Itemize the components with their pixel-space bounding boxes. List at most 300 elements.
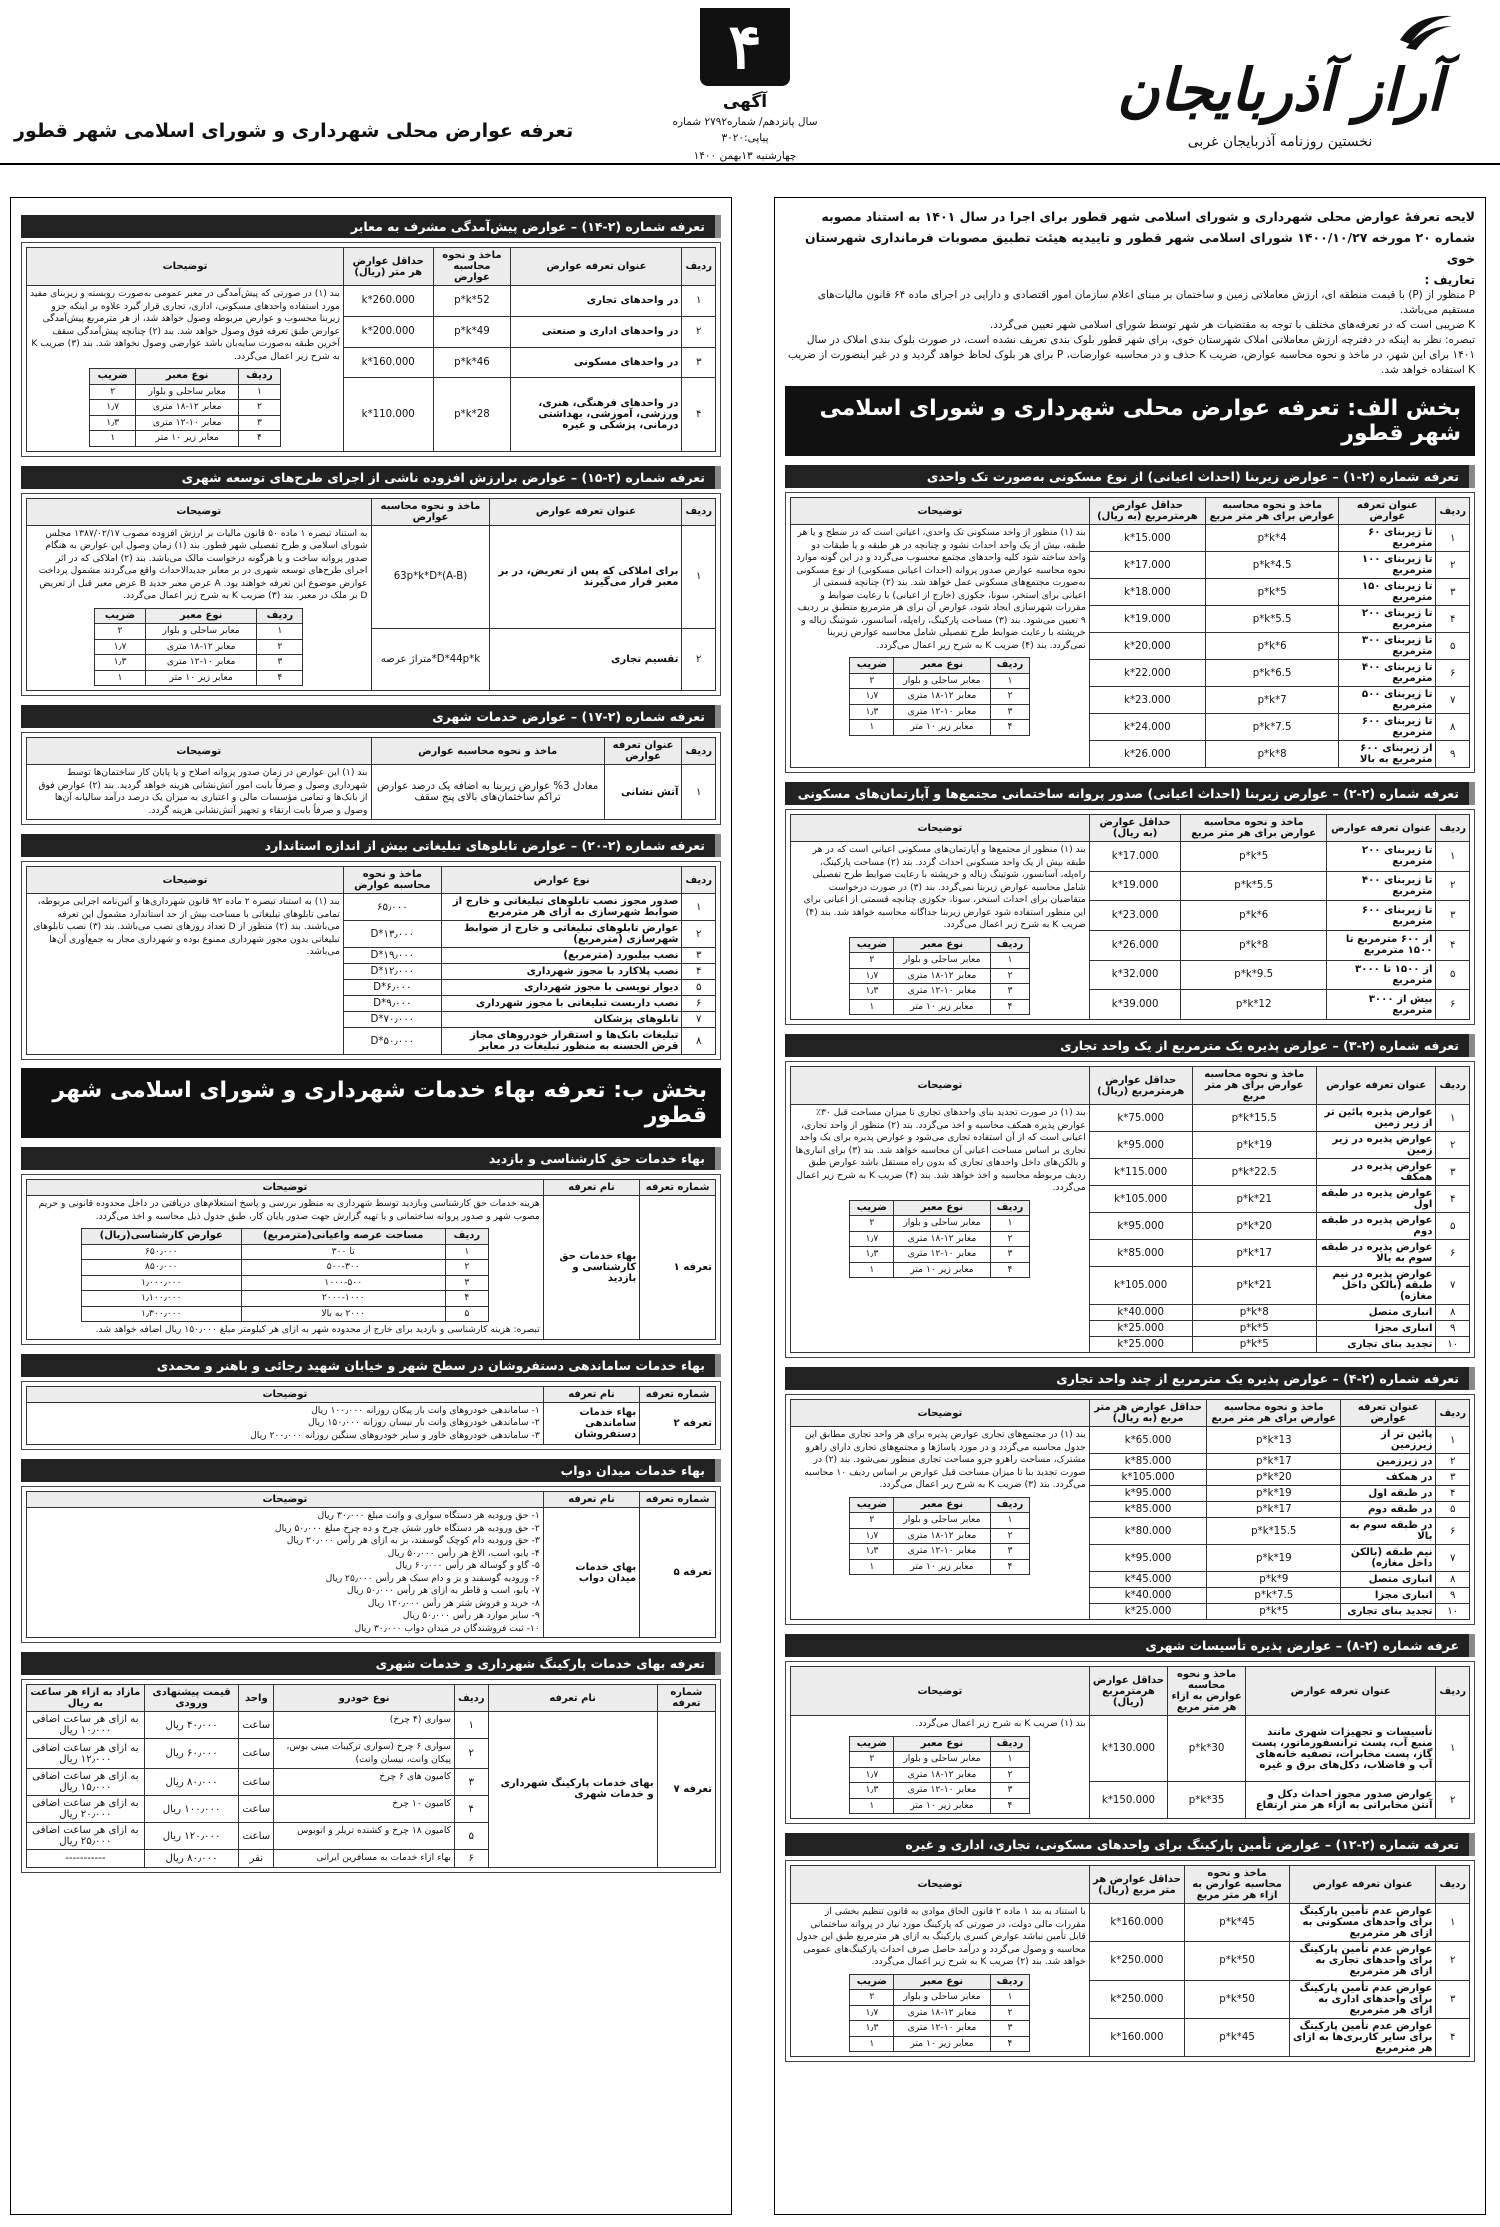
table-cell: 26.000*k	[1089, 741, 1205, 768]
section-box	[21, 732, 721, 825]
table-header-row	[791, 1667, 1470, 1716]
tariff-name: دیوار نویسی با مجوز شهرداری	[441, 980, 682, 996]
coefficient-cell: ۴	[990, 2036, 1030, 2052]
table-header-row	[791, 815, 1470, 842]
table-row	[27, 765, 716, 820]
table-cell: ۳	[1436, 579, 1470, 606]
table-cell: 4.5*p*k	[1205, 552, 1338, 579]
table-cell: 160.000*k	[1089, 2018, 1184, 2056]
section-title: تعرفه شماره (۲-۱۷) – عوارض خدمات شهری	[21, 705, 721, 728]
coefficient-row	[850, 2036, 1030, 2052]
table-header: ماخذ و نحوه محاسبه عوارض به ازاء هر متر مربع	[1168, 1667, 1246, 1716]
table-cell: ۷	[1436, 687, 1470, 714]
coefficient-cell: ۱	[95, 670, 146, 686]
table-cell: ۴	[682, 378, 716, 451]
table-cell: 22.000*k	[1089, 660, 1205, 687]
table-cell: ساعت	[239, 1769, 274, 1796]
section-title: تعرفه شماره (۲-۱۲) – عوارض تأمین پارکینگ برای واحدهای مسکونی، تجاری، اداری و غیره	[785, 1833, 1475, 1856]
tariff-table	[26, 247, 716, 452]
table-header: توضیحات	[27, 248, 344, 286]
table-header: حداقل عوارض هرمترمربع (به ریال)	[1089, 498, 1205, 525]
table-cell: 39.000*k	[1089, 990, 1181, 1020]
tariff-name: تبلیغات بانک‌ها و استقرار خودروهای مجاز قرض الحسنه به منظور تبلیغات در معابر	[441, 1028, 682, 1055]
tariff-name: عوارض پذیره در نیم طبقه (بالکن داخل مغازه)	[1316, 1267, 1436, 1305]
coefficient-cell: معابر ۱۲-۱۸ متری	[894, 1767, 990, 1783]
table-header: شماره تعرفه	[640, 1386, 716, 1402]
table-cell: به ازای هر ساعت اضافی ۱۵٫۰۰۰ ریال	[27, 1769, 145, 1796]
coefficient-header-row	[850, 937, 1030, 953]
service-item: ۲- حق ورودیه هر دستگاه خاور شش چرخ و ده چرخ مبلغ ۵۰٫۰۰۰ ریال	[274, 1522, 540, 1534]
coefficient-cell: معابر ساحلی و بلوار	[894, 1216, 990, 1232]
table-header: توضیحات	[27, 1180, 544, 1196]
table-cell: ۷	[1436, 1545, 1470, 1572]
section-box	[785, 1661, 1475, 1824]
table-header: مازاد به ازاء هر ساعت به ریال	[27, 1685, 145, 1712]
table-header: ردیف	[1436, 498, 1470, 525]
coefficient-cell: ۱٫۳	[850, 1247, 894, 1263]
table-cell: ۴	[1436, 606, 1470, 633]
tariff-name: برای املاکی که پس از تعریض، در بر معبر قرار می‌گیرند	[490, 525, 682, 629]
table-cell: 23.000*k	[1089, 901, 1181, 931]
coefficient-cell: ۲	[257, 639, 303, 655]
table-cell: ۱۳٫۰۰۰*D	[343, 921, 441, 948]
coefficient-cell: ۱	[990, 1752, 1030, 1768]
coefficient-row	[850, 984, 1030, 1000]
table-cell: ۹٫۰۰۰*D	[343, 996, 441, 1012]
table-header: عنوان تعرفه عوارض	[1316, 1067, 1436, 1105]
table-header: توضیحات	[791, 498, 1090, 525]
tariff-name: تا زیربنای ۲۰۰ مترمربع	[1339, 606, 1436, 633]
section-box	[785, 1394, 1475, 1625]
tariff-name: تا زیربنای ۱۰۰ مترمربع	[1339, 552, 1436, 579]
tariff-table	[790, 497, 1470, 768]
table-header-row	[27, 1492, 716, 1508]
table-cell: 250.000*k	[1089, 1980, 1184, 2018]
tariff-name: تقسیم تجاری	[490, 629, 682, 691]
fee-cell: ۱٫۳۰۰٫۰۰۰	[81, 1306, 241, 1322]
section-box	[21, 1486, 721, 1643]
coefficient-row	[850, 673, 1030, 689]
issue-box	[670, 8, 820, 162]
table-cell: ۷۰٫۰۰۰*D	[343, 1012, 441, 1028]
tariff-name: عوارض عدم تأمین پارکینگ برای واحدهای تجاری به ازای هر مترمربع	[1290, 1942, 1436, 1980]
coefficient-cell: ۱	[990, 673, 1030, 689]
table-cell: ۸	[682, 1028, 716, 1055]
table-cell: 17.000*k	[1089, 552, 1205, 579]
tariff-table	[26, 737, 716, 820]
service-table	[26, 1386, 716, 1446]
section-title: تعرفه شماره (۲-۱) – عوارض زیربنا (احداث اعیانی) از نوع مسکونی به‌صورت تک واحدی	[785, 465, 1475, 488]
coefficient-cell: ۲	[990, 1231, 1030, 1247]
logo-text: آراز آذربایجان	[1116, 56, 1444, 124]
table-cell: D*44p*k*متراژ عرصه	[371, 629, 490, 691]
tariff-name: تأسیسات و تجهیزات شهری مانند منبع آب، پست ترانسفورماتور، پست گاز، پست مخابرات، تصفیه خانه‌های آب و فاضلاب، دکل‌های برق و غیره	[1245, 1716, 1436, 1782]
section-title: تعرفه شماره (۲-۲) – عوارض زیربنا (احداث اعیانی) صدور پروانه ساختمانی مجتمع‌ها و آپارتمان‌های مسکونی	[785, 782, 1475, 805]
table-cell: 32.000*k	[1089, 960, 1181, 990]
table-cell: ۵	[1436, 1502, 1470, 1518]
table-header: ردیف	[1436, 1866, 1470, 1904]
coefficient-cell: ۳	[990, 1544, 1030, 1560]
tariff-name: پائین تر از زیرزمین	[1341, 1427, 1436, 1454]
coefficient-cell: معابر زیر ۱۰ متر	[145, 670, 257, 686]
table-row	[27, 1196, 716, 1340]
table-cell: 5*p*k	[1207, 1604, 1341, 1620]
section-box	[785, 1860, 1475, 2062]
fee-cell: ۲	[445, 1260, 488, 1276]
table-header: عنوان تعرفه عوارض	[1290, 1866, 1436, 1904]
table-cell: 130.000*k	[1089, 1716, 1167, 1782]
table-cell: 19.000*k	[1089, 871, 1181, 901]
service-section	[21, 1354, 721, 1451]
coefficient-cell: ۱٫۳	[89, 415, 136, 431]
table-cell: ۱۲٫۰۰۰*D	[343, 964, 441, 980]
tariff-name: در واحدهای مسکونی	[511, 347, 682, 378]
tariff-name: تجدید بنای تجاری	[1341, 1604, 1436, 1620]
tariff-number: تعرفه ۷	[657, 1712, 715, 1868]
table-header: ردیف	[1436, 1067, 1470, 1105]
coefficient-header-row	[850, 1497, 1030, 1513]
table-cell: 7.5*p*k	[1205, 714, 1338, 741]
tariff-name: عوارض صدور مجوز احداث دکل و آنتن مخابراتی به ازاء هر متر ارتفاع	[1245, 1782, 1436, 1819]
coefficient-header: ردیف	[238, 369, 280, 385]
tariff-name: عوارض عدم تأمین پارکینگ برای واحدهای اداری به ازای هر مترمربع	[1290, 1980, 1436, 2018]
coefficient-header: ردیف	[990, 1200, 1030, 1216]
tariff-section	[785, 782, 1475, 1025]
coefficient-row	[850, 1513, 1030, 1529]
coefficient-cell: معابر زیر ۱۰ متر	[894, 999, 990, 1015]
intro-text: لایحه تعرفهٔ عوارض محلی شهرداری و شورای اسلامی شهر قطور برای اجرا در سال ۱۴۰۱ به استناد مصوبه شماره ۲۰ مورخه ۱۴۰۰/۱۰/۲۷ شورای اسلامی شهر قطور و تاییدیه هیئت تطبیق مصوبات فرمانداری شهرستان خوی	[805, 209, 1475, 266]
table-cell: 80.000*k	[1089, 1518, 1207, 1545]
table-header: ردیف	[455, 1685, 489, 1712]
coefficient-cell: معابر زیر ۱۰ متر	[894, 1559, 990, 1575]
table-header: توضیحات	[791, 1067, 1090, 1105]
table-row	[791, 1904, 1470, 1942]
table-cell: 115.000*k	[1089, 1159, 1192, 1186]
table-cell: 23.000*k	[1089, 687, 1205, 714]
table-header: توضیحات	[27, 1492, 544, 1508]
table-cell: 45*p*k	[1185, 2018, 1290, 2056]
table-cell: ۲	[682, 629, 716, 691]
table-cell: 75.000*k	[1089, 1105, 1192, 1132]
coefficient-cell: ۱٫۳	[850, 984, 894, 1000]
fee-cell: ۸۵۰٫۰۰۰	[81, 1260, 241, 1276]
coefficient-row	[850, 1752, 1030, 1768]
coefficient-header: ضریب	[850, 1974, 894, 1990]
table-cell: ۱	[1436, 525, 1470, 552]
parking-table	[26, 1684, 716, 1868]
coefficient-cell: ۴	[990, 1798, 1030, 1814]
page-number: ۴	[700, 8, 790, 86]
masthead	[0, 0, 1500, 165]
coefficient-cell: ۴	[990, 720, 1030, 736]
coefficient-cell: ۱	[850, 1798, 894, 1814]
tariff-name: عوارض پذیره در طبقه دوم	[1316, 1213, 1436, 1240]
table-cell: ۸	[1436, 1305, 1470, 1321]
tariff-name: تابلوهای پزشکان	[441, 1012, 682, 1028]
tariff-name: صدور مجوز نصب تابلوهای تبلیغاتی و خارج از ضوابط شهرسازی به ازای هر مترمربع	[441, 894, 682, 921]
table-cell: 22.5*p*k	[1192, 1159, 1316, 1186]
tariff-table	[26, 866, 716, 1055]
coefficient-header: ضریب	[850, 1736, 894, 1752]
table-cell: 50*p*k	[1185, 1980, 1290, 2018]
coefficient-header: نوع معبر	[894, 658, 990, 674]
table-header: ماخذ و نحوه محاسبه عوارض برای هر متر مربع	[1207, 1400, 1341, 1427]
section-box	[785, 492, 1475, 773]
table-row	[791, 1716, 1470, 1782]
fee-cell: ۳	[445, 1275, 488, 1291]
tariff-section	[785, 1034, 1475, 1358]
table-row	[791, 1105, 1470, 1132]
fee-cell: ۵	[445, 1306, 488, 1322]
coefficient-cell: ۱٫۷	[89, 400, 136, 416]
fee-header: عوارض کارشناسی(ریال)	[81, 1229, 241, 1245]
coefficient-header: ردیف	[990, 1736, 1030, 1752]
table-cell: 8*p*k	[1181, 930, 1326, 960]
tariff-name: عوارض پذیره در همکف	[1316, 1159, 1436, 1186]
table-header-row	[27, 1386, 716, 1402]
coefficient-header: نوع معبر	[894, 1200, 990, 1216]
table-cell: 17*p*k	[1207, 1502, 1341, 1518]
table-cell: ۱۰	[1436, 1337, 1470, 1353]
coefficient-row	[89, 415, 280, 431]
table-header-row	[791, 1400, 1470, 1427]
coefficient-cell: معابر زیر ۱۰ متر	[894, 1798, 990, 1814]
service-item: ۳- ساماندهی خودروهای خاور و سایر خودروهای سنگین روزانه ۲۰۰٫۰۰۰ ریال	[250, 1429, 540, 1441]
table-cell: ۱	[1436, 1716, 1470, 1782]
description-cell	[27, 765, 372, 820]
table-cell: 95.000*k	[1089, 1132, 1192, 1159]
note-text: تبصره: هزینه کارشناسی و بازدید برای خارج از محدوده شهر به ازای هر کیلومتر مبلغ ۱۵۰٫۰۰۰ ریال اضافه خواهد شد.	[95, 1324, 540, 1335]
table-cell: 17*p*k	[1192, 1240, 1316, 1267]
section-box	[21, 242, 721, 457]
coefficient-cell: معابر ساحلی و بلوار	[894, 1513, 990, 1529]
coefficient-row	[89, 431, 280, 447]
coefficient-cell: ۳	[238, 415, 280, 431]
fee-cell: ۱	[445, 1244, 488, 1260]
coefficient-cell: معابر زیر ۱۰ متر	[894, 1262, 990, 1278]
tariff-name: در واحدهای تجاری	[511, 286, 682, 317]
table-cell: ۵	[1436, 1213, 1470, 1240]
table-cell: 35*p*k	[1168, 1782, 1246, 1819]
table-header-row	[791, 1866, 1470, 1904]
definition-line: K ضریبی است که در تعرفه‌های مختلف با توجه به مقتضیات هر شهر توسط شورای اسلامی شهر تعیین می‌گردد.	[989, 319, 1475, 331]
table-header: توضیحات	[27, 498, 372, 525]
table-cell: ۱	[682, 894, 716, 921]
table-header-row	[27, 1180, 716, 1196]
fee-table	[81, 1228, 489, 1322]
table-header-row	[27, 248, 716, 286]
table-cell: 40.000*k	[1089, 1305, 1192, 1321]
description-text: بند (۱) ضریب K به شرح زیر اعمال می‌گردد.	[915, 1718, 1086, 1729]
fee-cell: ۱٫۱۰۰٫۰۰۰	[81, 1291, 241, 1307]
date-line: چهارشنبه ۱۳بهمن ۱۴۰۰	[693, 150, 797, 162]
service-table	[26, 1491, 716, 1638]
table-header: توضیحات	[791, 1866, 1090, 1904]
table-cell: ۴	[455, 1796, 489, 1823]
service-item: ۳- حق ورودیه دام کوچک گوسفند، بز به ازای هر رأس ۲۰٫۰۰۰ ریال	[286, 1535, 540, 1546]
table-cell: ساعت	[239, 1823, 274, 1850]
table-cell: 20.000*k	[1089, 633, 1205, 660]
table-cell: ۵	[1436, 960, 1470, 990]
table-cell: ۸	[1436, 714, 1470, 741]
tariff-name: در طبقه اول	[1341, 1486, 1436, 1502]
coefficient-cell: ۱٫۷	[850, 968, 894, 984]
table-header: نام تعرفه	[543, 1386, 639, 1402]
tariff-name: انباری مجزا	[1316, 1321, 1436, 1337]
table-cell: 5*p*k	[1181, 842, 1326, 872]
table-cell: 5.5*p*k	[1181, 871, 1326, 901]
coefficient-header-row	[95, 608, 303, 624]
table-cell: 6*p*k	[1181, 901, 1326, 931]
tariff-name: در واحدهای اداری و صنعتی	[511, 316, 682, 347]
coefficient-cell: معابر زیر ۱۰ متر	[894, 720, 990, 736]
tariff-name: انباری متصل	[1341, 1572, 1436, 1588]
coefficient-row	[850, 2021, 1030, 2037]
coefficient-row	[95, 670, 303, 686]
tariff-section	[21, 215, 721, 457]
description-cell	[27, 894, 344, 1055]
coefficient-header: ردیف	[990, 1497, 1030, 1513]
part-b-heading: بخش ب: تعرفه بهاء خدمات شهرداری و شورای اسلامی شهر قطور	[21, 1068, 721, 1138]
table-header-row	[27, 867, 716, 894]
table-cell: 25.000*k	[1089, 1604, 1207, 1620]
table-cell: ۳	[1436, 1159, 1470, 1186]
table-cell: 17*p*k	[1207, 1454, 1341, 1470]
tariff-name: نصب پلاکارد با مجوز شهرداری	[441, 964, 682, 980]
coefficient-cell: ۲	[850, 1216, 894, 1232]
service-item: ۶- ورودیه گوسفند و بز و دام سبک هر رأس ۲۵٫۰۰۰ ریال	[325, 1572, 540, 1584]
table-row	[27, 1508, 716, 1638]
table-cell: به ازای هر ساعت اضافی ۲۰٫۰۰۰ ریال	[27, 1796, 145, 1823]
table-cell: 26.000*k	[1089, 930, 1181, 960]
logo-swoosh-icon	[1396, 10, 1456, 54]
table-header-row	[27, 738, 716, 765]
section-title: بهاء خدمات میدان دواب	[21, 1459, 721, 1482]
table-cell: 7*p*k	[1205, 687, 1338, 714]
coefficient-row	[850, 1767, 1030, 1783]
table-header: ماخذ و نحوه محاسبه عوارض برای هر متر مربع	[1205, 498, 1338, 525]
section-title: تعرفه بهای خدمات پارکینگ شهرداری و خدمات شهری	[21, 1652, 721, 1675]
table-cell: معادل 3% عوارض زیربنا به اضافه یک درصد عوارض تراکم ساختمان‌های بالای پنج سقف	[371, 765, 604, 820]
table-header: ماخذ و نحوه محاسبه عوارض به ازاء هر متر مربع	[1185, 1866, 1290, 1904]
coefficient-cell: ۳	[990, 1783, 1030, 1799]
table-cell: ۱	[455, 1712, 489, 1739]
description-text: با استناد به بند ۱ ماده ۲ قانون الحاق موادی به قانون تنظیم بخشی از مقررات مالی دولت، در صورتی که پارکینگ مورد نیاز در پروانه ساختمانی قابل تأمین نباشد عوارض کسری پارکینگ به ازای هر مترمربع طبق این جدول محاسبه و وصول می‌گردد و درآمد حاصل صرف احداث پارکینگ‌های عمومی خواهد شد. بند (۲) ضریب K به شرح زیر اعمال می‌گردد.	[796, 1906, 1086, 1967]
table-header: توضیحات	[791, 1667, 1090, 1716]
table-header: ماخذ و نحوه محاسبه عوارض	[343, 867, 441, 894]
coefficient-row	[850, 1216, 1030, 1232]
coefficient-cell: معابر ۱۲-۱۸ متری	[894, 2005, 990, 2021]
table-cell: 65.000*k	[1089, 1427, 1207, 1454]
tariff-table	[790, 1066, 1470, 1353]
table-cell: ۴۰٫۰۰۰ ریال	[144, 1712, 239, 1739]
coefficient-cell: ۱٫۳	[95, 655, 146, 671]
coefficient-cell: معابر ۱۲-۱۸ متری	[894, 1528, 990, 1544]
section-title: تعرفه شماره (۲-۳) – عوارض پذیره یک مترمربع از یک واحد تجاری	[785, 1034, 1475, 1057]
coefficient-cell: ۴	[990, 1559, 1030, 1575]
table-cell: ۲	[1436, 1942, 1470, 1980]
section-box	[785, 809, 1475, 1025]
table-cell: 46*p*k	[433, 347, 511, 378]
coefficient-header-row	[850, 658, 1030, 674]
tariff-name: بهای خدمات پارکینگ شهرداری و خدمات شهری	[488, 1712, 657, 1868]
table-header: ماخذ و نحوه محاسبه عوارض	[433, 248, 511, 286]
table-cell: ۵	[1436, 633, 1470, 660]
table-cell: ۱	[1436, 1904, 1470, 1942]
table-cell: ۶٫۰۰۰*D	[343, 980, 441, 996]
coefficient-row	[850, 1783, 1030, 1799]
table-row	[27, 286, 716, 317]
coefficient-cell: ۳	[990, 1247, 1030, 1263]
table-cell: ۵۰٫۰۰۰*D	[343, 1028, 441, 1055]
table-header: عنوان تعرفه عوارض	[490, 498, 682, 525]
coefficient-cell: ۱٫۳	[850, 1544, 894, 1560]
table-cell: 40.000*k	[1089, 1588, 1207, 1604]
table-header: حداقل عوارض هر متر (ریال)	[343, 248, 433, 286]
tariff-table	[790, 1865, 1470, 2057]
right-column	[774, 197, 1486, 2215]
table-cell: ۲	[1436, 1132, 1470, 1159]
table-cell: ۴	[1436, 2018, 1470, 2056]
table-cell: (A-B)*63p*k*D	[371, 525, 490, 629]
coefficient-cell: معابر ساحلی و بلوار	[894, 953, 990, 969]
service-item: ۱۰- ثبت فروشندگان در میدان دواب ۳۰٫۰۰۰ ریال	[354, 1622, 540, 1634]
service-item: ۵- گاو و گوساله هر رأس ۶۰٫۰۰۰ ریال	[395, 1560, 540, 1571]
table-cell: ۹	[1436, 1588, 1470, 1604]
tariff-number: تعرفه ۵	[640, 1508, 716, 1638]
coefficient-cell: ۱	[89, 431, 136, 447]
table-cell: 20*p*k	[1207, 1470, 1341, 1486]
description-text: به استناد تبصره ۱ ماده ۵۰ قانون مالیات بر ارزش افزوده مصوب ۱۳۸۷/۰۲/۱۷ مجلس شورای اسلامی و طرح تفصیلی شهر قطور. بند (۱) زمان وصول این عوارض به هنگام صدور پروانه ساخت و یا هرگونه درخواست مالک می‌باشد. بند (۲) املاکی که در اثر اجرای طرح‌های توسعه شهری در بر معابر جدیدالاحداث واقع می‌گردند مشمول پرداخت عوارض موضوع این تعرفه خواهند بود. A عرض معبر جدید B عرض معبر قبل از تعریض D بر ملک در معبر. بند (۳) ضریب K به شرح زیر اعمال می‌گردد.	[38, 527, 368, 601]
tariff-number: تعرفه ۲	[640, 1402, 716, 1445]
table-cell: 18.000*k	[1089, 579, 1205, 606]
tariff-name: عوارض پذیره در طبقه اول	[1316, 1186, 1436, 1213]
table-cell: 8*p*k	[1205, 741, 1338, 768]
coefficient-cell: ۳	[990, 704, 1030, 720]
coefficient-cell: ۱	[850, 720, 894, 736]
coefficient-row	[850, 953, 1030, 969]
tariff-name: تا زیربنای ۱۵۰ مترمربع	[1339, 579, 1436, 606]
table-header: نوع خودرو	[274, 1685, 455, 1712]
tariff-name: از زیربنای ۶۰۰ مترمربع به بالا	[1339, 741, 1436, 768]
table-row	[791, 842, 1470, 872]
table-cell: 250.000*k	[1089, 1942, 1184, 1980]
coefficient-header: ردیف	[990, 1974, 1030, 1990]
table-cell: کامیون ۱۰ چرخ	[274, 1796, 455, 1823]
table-header: عنوان تعرفه عوارض	[1326, 815, 1436, 842]
coefficient-cell: معابر ساحلی و بلوار	[894, 1752, 990, 1768]
table-cell: ۱	[682, 525, 716, 629]
table-header: ردیف	[682, 498, 716, 525]
coefficient-cell: ۴	[257, 670, 303, 686]
description-cell	[27, 286, 344, 452]
table-header: ماخذ و نحوه محاسبه عوارض برای هر متر مربع	[1181, 815, 1326, 842]
tariff-name: در همکف	[1341, 1470, 1436, 1486]
table-cell: 5*p*k	[1192, 1337, 1316, 1353]
table-cell: 260.000*k	[343, 286, 433, 317]
tariff-table	[790, 1666, 1470, 1819]
table-cell: ۶۰٫۰۰۰ ریال	[144, 1739, 239, 1769]
tariff-name: عوارض تابلوهای تبلیغاتی و خارج از ضوابط شهرسازی (مترمربع)	[441, 921, 682, 948]
table-cell: 5*p*k	[1192, 1321, 1316, 1337]
table-cell: 9*p*k	[1207, 1572, 1341, 1588]
table-cell: ۱۲۰٫۰۰۰ ریال	[144, 1823, 239, 1850]
coefficient-cell: معابر ۱۰-۱۲ متری	[894, 704, 990, 720]
table-cell: 24.000*k	[1089, 714, 1205, 741]
coefficient-row	[850, 1247, 1030, 1263]
coefficient-row	[850, 968, 1030, 984]
table-cell: 17.000*k	[1089, 842, 1181, 872]
